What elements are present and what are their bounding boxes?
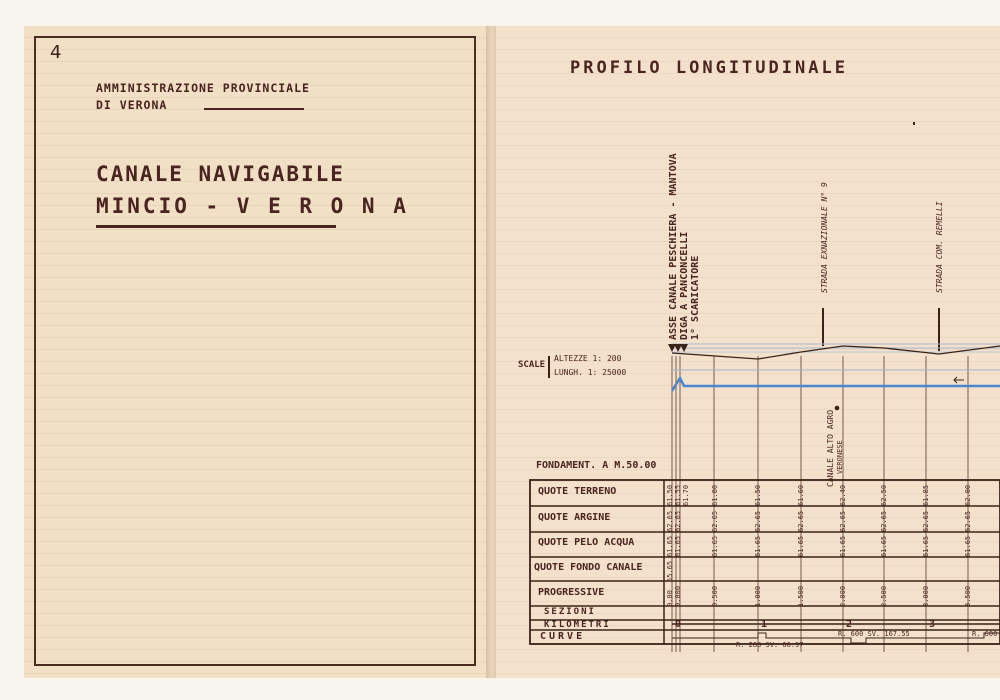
admin-underline xyxy=(204,108,304,110)
argine-value: 62.65 xyxy=(797,510,805,532)
argine-value: 62.65 xyxy=(839,510,847,532)
annotation-strada-ex: STRADA EXNAZIONALE N° 9 xyxy=(820,182,829,293)
terreno-value: 62.50 xyxy=(880,484,888,506)
profile-drawing xyxy=(496,26,1000,678)
progressive-value: 3.000 xyxy=(922,585,930,607)
annotation-strada-com: STRADA COM. REMELLI xyxy=(935,201,944,293)
terreno-value: 61.50 xyxy=(754,484,762,506)
progressive-value: 0.000 xyxy=(674,585,682,607)
pelo-value: 61.65 xyxy=(839,535,847,557)
pelo-value: 61.65 xyxy=(711,535,719,557)
curve-line xyxy=(672,633,1000,643)
annotation-scaricatore: 1° SCARICATORE xyxy=(690,255,701,340)
pelo-value: 61.65 xyxy=(922,535,930,557)
section-markers xyxy=(668,344,688,352)
argine-value: 62.65 xyxy=(674,510,682,532)
profile-title: PROFILO LONGITUDINALE xyxy=(570,58,848,78)
page-number: 4 xyxy=(50,42,62,63)
progressive-value: 1.500 xyxy=(797,585,805,607)
terreno-value: 61.50 xyxy=(666,484,674,506)
annotation-canale-alto: CANALE ALTO AGRO xyxy=(826,409,835,487)
scale-bracket xyxy=(548,356,550,378)
argine-value: 62.65 xyxy=(922,510,930,532)
profile-lines xyxy=(672,344,1000,391)
left-page xyxy=(24,26,488,678)
argine-value: 62.65 xyxy=(711,510,719,532)
progressive-value: 2.000 xyxy=(839,585,847,607)
kilometer-label: 2 xyxy=(846,619,853,630)
curve-label: R. 280 SV. 66.97 xyxy=(736,641,804,649)
pelo-value: 61.65 xyxy=(964,535,972,557)
fondo-value: 55.65 xyxy=(666,560,674,582)
crossing-posts xyxy=(823,122,939,351)
pelo-value: 61.65 xyxy=(880,535,888,557)
admin-line-2: DI VERONA xyxy=(96,98,168,112)
argine-value: 62.65 xyxy=(964,510,972,532)
row-quote-terreno: QUOTE TERRENO xyxy=(538,486,617,497)
row-sezioni: SEZIONI xyxy=(544,607,596,617)
annotation-asse-canale: ASSE CANALE PESCHIERA - MANTOVA xyxy=(668,153,679,340)
page-frame xyxy=(34,36,476,666)
row-curve: CURVE xyxy=(540,631,586,642)
fondamento-label: FONDAMENT. A M.50.00 xyxy=(536,460,657,471)
progressive-value: 0.500 xyxy=(711,585,719,607)
terreno-value: 61.85 xyxy=(922,484,930,506)
flow-arrow xyxy=(954,377,964,383)
terreno-value: 61.00 xyxy=(711,484,719,506)
terreno-value: 62.00 xyxy=(964,484,972,506)
pelo-value: 61.65 xyxy=(754,535,762,557)
kilometer-label: 1 xyxy=(761,619,768,630)
terreno-value: 61.70 xyxy=(682,484,690,506)
terreno-value: 61.55 xyxy=(674,484,682,506)
progressive-value: 1.000 xyxy=(754,585,762,607)
terreno-value: 62.40 xyxy=(839,484,847,506)
argine-value: 62.65 xyxy=(754,510,762,532)
argine-value: 62.65 xyxy=(880,510,888,532)
admin-line-1: AMMINISTRAZIONE PROVINCIALE xyxy=(96,81,310,95)
scale-label: SCALE xyxy=(518,360,546,370)
right-page xyxy=(496,26,1000,678)
curve-label: R. 600 SV. 167.55 xyxy=(838,630,910,638)
curve-label: R. 600 xyxy=(972,630,998,638)
argine-value: 62.65 xyxy=(666,510,674,532)
row-progressive: PROGRESSIVE xyxy=(538,587,605,598)
row-quote-fondo-canale: QUOTE FONDO CANALE xyxy=(534,562,643,573)
canal-marker-dot xyxy=(835,406,840,411)
kilometer-label: 3 xyxy=(929,619,936,630)
row-kilometri: KILOMETRI xyxy=(544,620,611,630)
progressive-value: 0.00 xyxy=(666,590,674,607)
progressive-value: 2.500 xyxy=(880,585,888,607)
terreno-value: 61.60 xyxy=(797,484,805,506)
progressive-value: 3.500 xyxy=(964,585,972,607)
title-underline xyxy=(96,225,336,228)
pelo-value: 61.65 xyxy=(674,535,682,557)
row-quote-pelo-acqua: QUOTE PELO ACQUA xyxy=(538,537,635,548)
kilometer-label: 0 xyxy=(675,619,682,630)
pelo-value: 61.65 xyxy=(797,535,805,557)
document-title-line-2: MINCIO - V E R O N A xyxy=(96,194,409,218)
pelo-value: 61.65 xyxy=(666,535,674,557)
row-quote-argine: QUOTE ARGINE xyxy=(538,512,611,523)
annotation-diga: DIGA A PANCONCELLI xyxy=(679,231,690,340)
document-title-line-1: CANALE NAVIGABILE xyxy=(96,162,345,186)
annotation-veronese: VERONESE xyxy=(836,440,844,474)
scale-altezze: ALTEZZE 1: 200 xyxy=(554,354,622,363)
scale-lunghezze: LUNGH. 1: 25000 xyxy=(554,368,627,377)
